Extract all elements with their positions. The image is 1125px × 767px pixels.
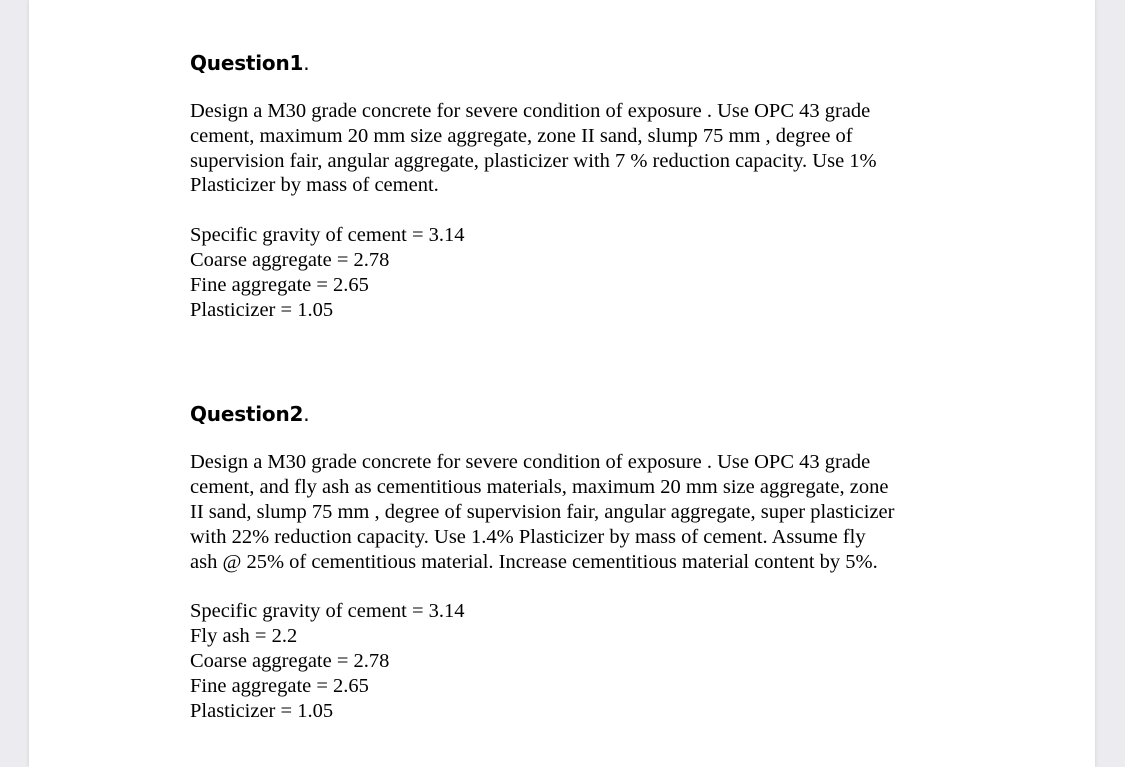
question2-body bbox=[190, 450, 950, 574]
question2-spec-cement: Specific gravity of cement = 3.14 bbox=[190, 600, 465, 623]
question2-spec-plasticizer: Plasticizer = 1.05 bbox=[190, 699, 334, 722]
question1-body-line: Plasticizer by mass of cement. bbox=[190, 174, 439, 197]
question1-title: Question1 bbox=[190, 51, 304, 75]
question2-body-line: II sand, slump 75 mm , degree of supervision fair, angular aggregate, super plasticizer bbox=[190, 500, 895, 523]
question1-body-line: cement, maximum 20 mm size aggregate, zone II sand, slump 75 mm , degree of bbox=[190, 124, 853, 147]
question2-body-line: ash @ 25% of cementitious material. Increase cementitious material content by 5%. bbox=[190, 550, 878, 573]
question2-title-suffix: . bbox=[303, 402, 310, 427]
document-page bbox=[29, 0, 1095, 767]
question1-body-line: Design a M30 grade concrete for severe condition of exposure . Use OPC 43 grade bbox=[190, 100, 871, 122]
question1-title-suffix: . bbox=[303, 51, 310, 75]
question2-spec-coarse-aggregate: Coarse aggregate = 2.78 bbox=[190, 649, 390, 672]
question2-body-line: Design a M30 grade concrete for severe condition of exposure . Use OPC 43 grade bbox=[190, 451, 871, 474]
question1-spec-coarse-aggregate: Coarse aggregate = 2.78 bbox=[190, 248, 390, 271]
question1-spec-plasticizer: Plasticizer = 1.05 bbox=[190, 298, 334, 321]
question2-body-line: with 22% reduction capacity. Use 1.4% Plasticizer by mass of cement. Assume fly bbox=[190, 525, 866, 548]
question1-spec-cement: Specific gravity of cement = 3.14 bbox=[190, 224, 465, 247]
page-content bbox=[190, 48, 950, 723]
question1-body-line: supervision fair, angular aggregate, plasticizer with 7 % reduction capacity. Use 1% bbox=[190, 149, 877, 172]
question2-body-line: cement, and fly ash as cementitious materials, maximum 20 mm size aggregate, zone bbox=[190, 476, 889, 499]
question2-heading bbox=[190, 399, 950, 429]
question1-heading bbox=[190, 48, 950, 78]
question1-body bbox=[190, 99, 950, 198]
question2-spec-fly-ash: Fly ash = 2.2 bbox=[190, 625, 298, 648]
question2-spec-fine-aggregate: Fine aggregate = 2.65 bbox=[190, 674, 369, 697]
question2-title: Question2 bbox=[190, 402, 304, 427]
question2-specs bbox=[190, 599, 950, 723]
question1-spec-fine-aggregate: Fine aggregate = 2.65 bbox=[190, 273, 369, 296]
question1-specs bbox=[190, 223, 950, 322]
